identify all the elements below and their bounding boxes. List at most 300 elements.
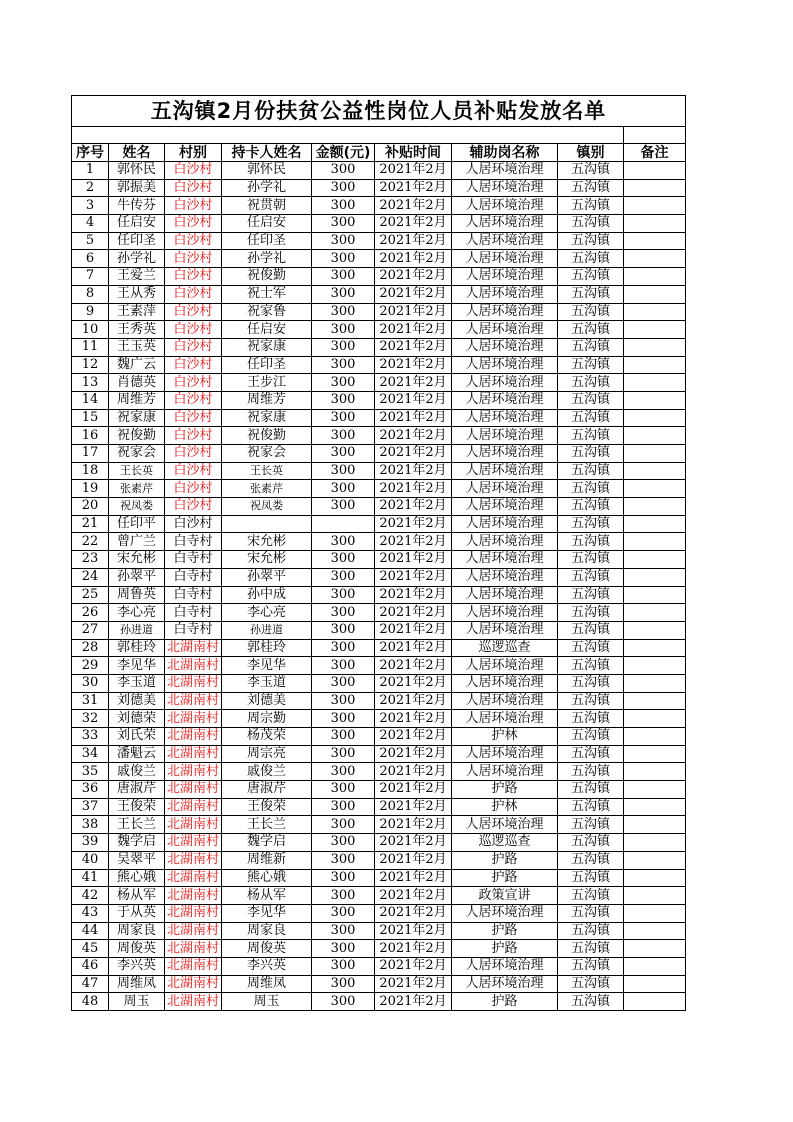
cell-name: 肖德英 (109, 374, 165, 392)
cell-town: 五沟镇 (558, 533, 624, 551)
cell-amount: 300 (312, 887, 375, 905)
table-row (72, 834, 686, 852)
cell-name: 刘德美 (109, 692, 165, 710)
cell-note (624, 268, 686, 286)
cell-village: 白沙村 (165, 356, 222, 374)
cell-name: 任印圣 (109, 232, 165, 250)
cell-post: 人居环境治理 (452, 975, 558, 993)
cell-village: 白沙村 (165, 197, 222, 215)
cell-holder: 郭怀民 (222, 162, 312, 180)
cell-village: 北湖南村 (165, 710, 222, 728)
cell-post: 人居环境治理 (452, 480, 558, 498)
cell-holder: 祝家鲁 (222, 303, 312, 321)
cell-town: 五沟镇 (558, 674, 624, 692)
cell-post: 人居环境治理 (452, 285, 558, 303)
cell-name: 宋允彬 (109, 551, 165, 569)
cell-village: 白沙村 (165, 427, 222, 445)
table-row (72, 197, 686, 215)
cell-town: 五沟镇 (558, 285, 624, 303)
table-row (72, 162, 686, 180)
cell-holder: 周维新 (222, 851, 312, 869)
cell-name: 曾广兰 (109, 533, 165, 551)
cell-no: 38 (72, 816, 109, 834)
header-row (72, 144, 686, 162)
cell-time: 2021年2月 (375, 728, 452, 746)
cell-amount: 300 (312, 303, 375, 321)
table-row (72, 462, 686, 480)
cell-name: 祝家会 (109, 445, 165, 463)
cell-time: 2021年2月 (375, 957, 452, 975)
cell-time: 2021年2月 (375, 692, 452, 710)
cell-post: 人居环境治理 (452, 232, 558, 250)
cell-post: 人居环境治理 (452, 657, 558, 675)
table-row (72, 250, 686, 268)
cell-holder: 王长兰 (222, 816, 312, 834)
cell-amount: 300 (312, 728, 375, 746)
table-row (72, 533, 686, 551)
cell-name: 张素芹 (109, 480, 165, 498)
cell-amount: 300 (312, 215, 375, 233)
cell-holder: 熊心娥 (222, 869, 312, 887)
cell-village: 白寺村 (165, 621, 222, 639)
table-row (72, 993, 686, 1011)
cell-post: 巡逻巡查 (452, 834, 558, 852)
cell-note (624, 621, 686, 639)
cell-no: 15 (72, 409, 109, 427)
cell-time: 2021年2月 (375, 887, 452, 905)
cell-post: 人居环境治理 (452, 621, 558, 639)
cell-holder: 祝俊勤 (222, 268, 312, 286)
cell-post: 人居环境治理 (452, 904, 558, 922)
cell-town: 五沟镇 (558, 162, 624, 180)
cell-amount: 300 (312, 197, 375, 215)
cell-time: 2021年2月 (375, 303, 452, 321)
cell-amount: 300 (312, 232, 375, 250)
cell-village: 白寺村 (165, 568, 222, 586)
cell-post: 人居环境治理 (452, 215, 558, 233)
cell-no: 1 (72, 162, 109, 180)
cell-note (624, 480, 686, 498)
table-row (72, 338, 686, 356)
cell-no: 37 (72, 798, 109, 816)
cell-amount (312, 515, 375, 533)
cell-no: 5 (72, 232, 109, 250)
cell-village: 白沙村 (165, 374, 222, 392)
cell-holder: 周俊英 (222, 940, 312, 958)
cell-post: 人居环境治理 (452, 568, 558, 586)
cell-note (624, 798, 686, 816)
cell-name: 刘德荣 (109, 710, 165, 728)
cell-note (624, 657, 686, 675)
cell-village: 北湖南村 (165, 745, 222, 763)
cell-village: 白沙村 (165, 480, 222, 498)
cell-note (624, 551, 686, 569)
cell-time: 2021年2月 (375, 533, 452, 551)
cell-time: 2021年2月 (375, 515, 452, 533)
cell-no: 8 (72, 285, 109, 303)
table-row (72, 922, 686, 940)
cell-name: 牛传芬 (109, 197, 165, 215)
cell-holder: 祝士军 (222, 285, 312, 303)
subsidy-table (71, 95, 686, 1011)
cell-village: 北湖南村 (165, 993, 222, 1011)
cell-time: 2021年2月 (375, 480, 452, 498)
cell-no: 36 (72, 781, 109, 799)
cell-note (624, 498, 686, 516)
cell-post: 人居环境治理 (452, 250, 558, 268)
cell-no: 20 (72, 498, 109, 516)
cell-time: 2021年2月 (375, 674, 452, 692)
cell-post: 人居环境治理 (452, 604, 558, 622)
cell-holder: 祝家会 (222, 445, 312, 463)
cell-holder: 祝贯朝 (222, 197, 312, 215)
cell-holder: 李见华 (222, 904, 312, 922)
cell-time: 2021年2月 (375, 321, 452, 339)
header-time: 补贴时间 (375, 144, 452, 162)
cell-village: 白沙村 (165, 285, 222, 303)
cell-post: 人居环境治理 (452, 745, 558, 763)
cell-holder: 任启安 (222, 321, 312, 339)
cell-time: 2021年2月 (375, 250, 452, 268)
cell-post: 护路 (452, 781, 558, 799)
cell-town: 五沟镇 (558, 338, 624, 356)
cell-post: 人居环境治理 (452, 462, 558, 480)
cell-post: 人居环境治理 (452, 356, 558, 374)
cell-amount: 300 (312, 993, 375, 1011)
cell-village: 白沙村 (165, 303, 222, 321)
cell-name: 郭振美 (109, 179, 165, 197)
cell-note (624, 763, 686, 781)
cell-town: 五沟镇 (558, 197, 624, 215)
cell-time: 2021年2月 (375, 745, 452, 763)
cell-note (624, 356, 686, 374)
cell-holder: 王俊荣 (222, 798, 312, 816)
cell-no: 40 (72, 851, 109, 869)
table-row (72, 303, 686, 321)
cell-time: 2021年2月 (375, 657, 452, 675)
cell-town: 五沟镇 (558, 869, 624, 887)
cell-town: 五沟镇 (558, 781, 624, 799)
cell-no: 42 (72, 887, 109, 905)
cell-no: 22 (72, 533, 109, 551)
cell-note (624, 215, 686, 233)
cell-note (624, 922, 686, 940)
cell-no: 29 (72, 657, 109, 675)
cell-holder: 唐淑芹 (222, 781, 312, 799)
cell-post: 人居环境治理 (452, 197, 558, 215)
cell-time: 2021年2月 (375, 621, 452, 639)
cell-holder (222, 515, 312, 533)
cell-town: 五沟镇 (558, 621, 624, 639)
cell-no: 35 (72, 763, 109, 781)
cell-name: 王素萍 (109, 303, 165, 321)
cell-note (624, 409, 686, 427)
cell-village: 北湖南村 (165, 692, 222, 710)
header-holder: 持卡人姓名 (222, 144, 312, 162)
cell-village: 白沙村 (165, 515, 222, 533)
cell-name: 李心亮 (109, 604, 165, 622)
cell-name: 戚俊兰 (109, 763, 165, 781)
cell-name: 刘氏荣 (109, 728, 165, 746)
cell-village: 白沙村 (165, 268, 222, 286)
cell-time: 2021年2月 (375, 763, 452, 781)
cell-name: 祝家康 (109, 409, 165, 427)
cell-no: 10 (72, 321, 109, 339)
cell-amount: 300 (312, 462, 375, 480)
cell-village: 白沙村 (165, 498, 222, 516)
cell-name: 周俊英 (109, 940, 165, 958)
cell-holder: 孙中成 (222, 586, 312, 604)
table-row (72, 851, 686, 869)
cell-time: 2021年2月 (375, 338, 452, 356)
cell-no: 6 (72, 250, 109, 268)
cell-time: 2021年2月 (375, 215, 452, 233)
cell-holder: 李兴英 (222, 957, 312, 975)
cell-note (624, 250, 686, 268)
cell-note (624, 586, 686, 604)
cell-post: 护路 (452, 869, 558, 887)
cell-amount: 300 (312, 639, 375, 657)
cell-town: 五沟镇 (558, 834, 624, 852)
cell-amount: 300 (312, 604, 375, 622)
cell-note (624, 904, 686, 922)
cell-note (624, 285, 686, 303)
cell-town: 五沟镇 (558, 427, 624, 445)
cell-name: 李兴英 (109, 957, 165, 975)
cell-holder: 杨茂荣 (222, 728, 312, 746)
cell-time: 2021年2月 (375, 922, 452, 940)
table-row (72, 409, 686, 427)
cell-village: 白沙村 (165, 215, 222, 233)
cell-name: 于从英 (109, 904, 165, 922)
cell-town: 五沟镇 (558, 374, 624, 392)
cell-time: 2021年2月 (375, 268, 452, 286)
table-row (72, 957, 686, 975)
cell-town: 五沟镇 (558, 922, 624, 940)
cell-time: 2021年2月 (375, 869, 452, 887)
cell-holder: 任启安 (222, 215, 312, 233)
table-row (72, 887, 686, 905)
cell-amount: 300 (312, 568, 375, 586)
cell-name: 潘魁云 (109, 745, 165, 763)
cell-time: 2021年2月 (375, 834, 452, 852)
cell-village: 白沙村 (165, 391, 222, 409)
cell-town: 五沟镇 (558, 816, 624, 834)
cell-post: 人居环境治理 (452, 515, 558, 533)
header-town: 镇别 (558, 144, 624, 162)
cell-time: 2021年2月 (375, 993, 452, 1011)
cell-village: 白沙村 (165, 462, 222, 480)
cell-post: 人居环境治理 (452, 498, 558, 516)
cell-town: 五沟镇 (558, 604, 624, 622)
cell-village: 北湖南村 (165, 922, 222, 940)
cell-town: 五沟镇 (558, 904, 624, 922)
cell-holder: 张素芹 (222, 480, 312, 498)
cell-town: 五沟镇 (558, 250, 624, 268)
table-row (72, 515, 686, 533)
table-row (72, 586, 686, 604)
cell-time: 2021年2月 (375, 781, 452, 799)
cell-amount: 300 (312, 851, 375, 869)
blank-cell (624, 127, 686, 144)
table-row (72, 692, 686, 710)
cell-holder: 李心亮 (222, 604, 312, 622)
cell-town: 五沟镇 (558, 798, 624, 816)
cell-holder: 王长英 (222, 462, 312, 480)
cell-town: 五沟镇 (558, 498, 624, 516)
cell-amount: 300 (312, 250, 375, 268)
cell-town: 五沟镇 (558, 586, 624, 604)
cell-time: 2021年2月 (375, 409, 452, 427)
cell-name: 李见华 (109, 657, 165, 675)
cell-no: 21 (72, 515, 109, 533)
table-row (72, 321, 686, 339)
cell-amount: 300 (312, 338, 375, 356)
cell-note (624, 197, 686, 215)
cell-no: 39 (72, 834, 109, 852)
cell-holder: 孙学礼 (222, 250, 312, 268)
cell-holder: 戚俊兰 (222, 763, 312, 781)
blank-cell (72, 127, 624, 144)
table-row (72, 621, 686, 639)
table-row (72, 179, 686, 197)
cell-time: 2021年2月 (375, 162, 452, 180)
table-row (72, 639, 686, 657)
cell-village: 北湖南村 (165, 887, 222, 905)
cell-no: 31 (72, 692, 109, 710)
cell-no: 24 (72, 568, 109, 586)
table-row (72, 285, 686, 303)
cell-amount: 300 (312, 391, 375, 409)
cell-name: 祝凤娄 (109, 498, 165, 516)
cell-village: 白沙村 (165, 338, 222, 356)
cell-holder: 刘德美 (222, 692, 312, 710)
cell-town: 五沟镇 (558, 179, 624, 197)
cell-note (624, 674, 686, 692)
cell-holder: 祝家康 (222, 409, 312, 427)
cell-name: 祝俊勤 (109, 427, 165, 445)
cell-town: 五沟镇 (558, 745, 624, 763)
header-note: 备注 (624, 144, 686, 162)
cell-no: 47 (72, 975, 109, 993)
cell-name: 王从秀 (109, 285, 165, 303)
cell-amount: 300 (312, 162, 375, 180)
cell-amount: 300 (312, 692, 375, 710)
cell-note (624, 321, 686, 339)
cell-no: 19 (72, 480, 109, 498)
cell-town: 五沟镇 (558, 215, 624, 233)
cell-post: 护路 (452, 851, 558, 869)
cell-note (624, 745, 686, 763)
cell-village: 白寺村 (165, 551, 222, 569)
cell-amount: 300 (312, 763, 375, 781)
cell-holder: 孙学礼 (222, 179, 312, 197)
cell-note (624, 179, 686, 197)
table-row (72, 816, 686, 834)
cell-time: 2021年2月 (375, 391, 452, 409)
cell-time: 2021年2月 (375, 445, 452, 463)
cell-amount: 300 (312, 374, 375, 392)
cell-post: 巡逻巡查 (452, 639, 558, 657)
cell-time: 2021年2月 (375, 798, 452, 816)
cell-no: 25 (72, 586, 109, 604)
cell-no: 33 (72, 728, 109, 746)
table-row (72, 975, 686, 993)
cell-no: 45 (72, 940, 109, 958)
cell-no: 26 (72, 604, 109, 622)
cell-village: 北湖南村 (165, 834, 222, 852)
cell-town: 五沟镇 (558, 851, 624, 869)
cell-name: 周维凤 (109, 975, 165, 993)
cell-post: 人居环境治理 (452, 957, 558, 975)
table-row (72, 674, 686, 692)
cell-village: 白寺村 (165, 533, 222, 551)
table-row (72, 798, 686, 816)
cell-note (624, 816, 686, 834)
cell-note (624, 710, 686, 728)
table-row (72, 232, 686, 250)
cell-note (624, 957, 686, 975)
cell-time: 2021年2月 (375, 816, 452, 834)
cell-post: 人居环境治理 (452, 692, 558, 710)
cell-holder: 李见华 (222, 657, 312, 675)
cell-holder: 孙翠平 (222, 568, 312, 586)
cell-town: 五沟镇 (558, 940, 624, 958)
cell-note (624, 728, 686, 746)
cell-holder: 周玉 (222, 993, 312, 1011)
cell-no: 34 (72, 745, 109, 763)
cell-name: 郭桂玲 (109, 639, 165, 657)
cell-name: 周玉 (109, 993, 165, 1011)
cell-town: 五沟镇 (558, 480, 624, 498)
table-row (72, 940, 686, 958)
cell-name: 王秀英 (109, 321, 165, 339)
cell-holder: 杨从军 (222, 887, 312, 905)
cell-amount: 300 (312, 816, 375, 834)
cell-post: 人居环境治理 (452, 179, 558, 197)
table-row (72, 904, 686, 922)
cell-note (624, 869, 686, 887)
cell-amount: 300 (312, 922, 375, 940)
cell-no: 30 (72, 674, 109, 692)
cell-post: 人居环境治理 (452, 427, 558, 445)
cell-no: 48 (72, 993, 109, 1011)
cell-post: 护林 (452, 798, 558, 816)
cell-no: 7 (72, 268, 109, 286)
cell-time: 2021年2月 (375, 975, 452, 993)
cell-note (624, 568, 686, 586)
cell-post: 护路 (452, 922, 558, 940)
cell-town: 五沟镇 (558, 232, 624, 250)
cell-village: 白寺村 (165, 604, 222, 622)
cell-town: 五沟镇 (558, 303, 624, 321)
cell-holder: 郭桂玲 (222, 639, 312, 657)
table-row (72, 657, 686, 675)
cell-village: 北湖南村 (165, 940, 222, 958)
table-row (72, 604, 686, 622)
cell-time: 2021年2月 (375, 568, 452, 586)
cell-time: 2021年2月 (375, 197, 452, 215)
cell-note (624, 993, 686, 1011)
cell-holder: 周宗勤 (222, 710, 312, 728)
table-row (72, 869, 686, 887)
cell-no: 11 (72, 338, 109, 356)
cell-town: 五沟镇 (558, 887, 624, 905)
cell-post: 人居环境治理 (452, 551, 558, 569)
cell-town: 五沟镇 (558, 657, 624, 675)
cell-post: 人居环境治理 (452, 338, 558, 356)
cell-amount: 300 (312, 285, 375, 303)
